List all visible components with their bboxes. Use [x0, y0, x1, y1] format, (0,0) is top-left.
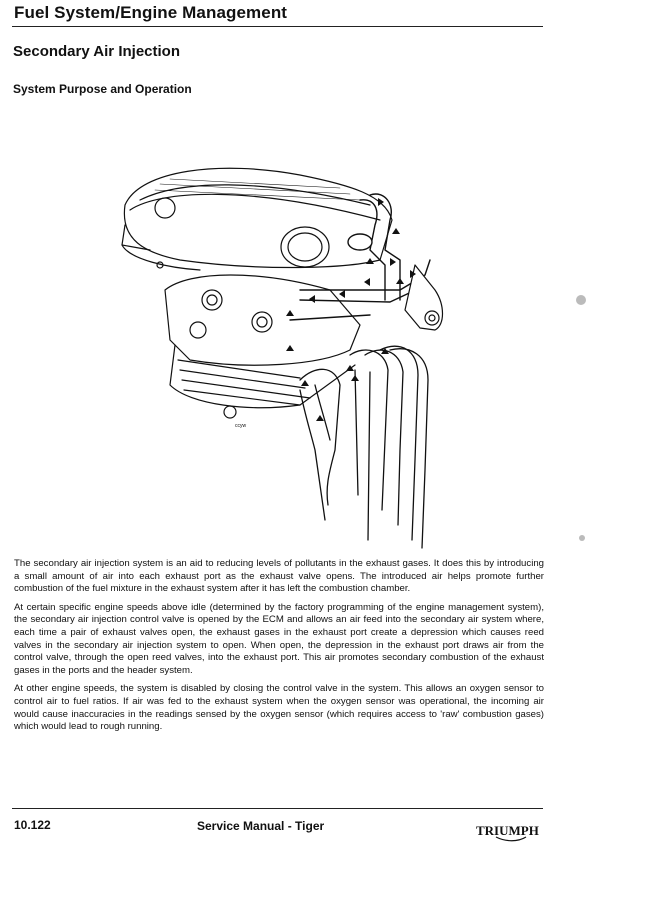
cylinder-head: [165, 275, 360, 418]
paragraph-1: The secondary air injection system is an aid to reducing levels of pollutants in the exhaust gases. It does this by introducing a small amount of air into each exhaust port as the exhaust valve opens. The introduced air helps promote further combustion of the fuel mixture in the exhaust system after it has left the combustion chamber.: [14, 558, 544, 595]
subsection-title: System Purpose and Operation: [13, 82, 192, 96]
section-title: Secondary Air Injection: [13, 43, 180, 60]
manual-title: Service Manual - Tiger: [197, 819, 325, 833]
throttle-body: [281, 227, 329, 267]
secondary-air-injection-diagram: [100, 150, 470, 550]
exhaust-headers: [300, 346, 428, 548]
header-divider: [12, 26, 543, 27]
paragraph-3: At other engine speeds, the system is disabled by closing the control valve in the system. This allows an oxygen sensor to control air to fuel ratios. If air was fed to the exhaust system when the oxygen sensor was operational, the incoming air would cause inaccuracies in the readings sensed by the oxygen sensor (which requires access to 'raw' combustion gases) which would lead to rough running.: [14, 683, 544, 733]
scan-speck: [576, 295, 586, 305]
figure-code: ccyw: [235, 423, 247, 429]
page-number: 10.122: [14, 818, 51, 832]
footer-divider: [12, 808, 543, 809]
body-text: [14, 558, 544, 740]
paragraph-2: At certain specific engine speeds above idle (determined by the factory programming of the engine management system), the secondary air injection control valve is opened by the ECM and allows an air feed into the secondary air system where, each time a pair of exhaust valves open, the exhaust gases in the exhaust port create a depression which causes reed valves in the secondary air injection system to open. When open, the depression in the exhaust port draws air from the control valve, through the open reed valves, into the exhaust port. This air promotes secondary combustion of the exhaust gases in the ports and the header system.: [14, 601, 544, 676]
triumph-logo: [474, 819, 544, 845]
chapter-title: Fuel System/Engine Management: [14, 3, 288, 22]
airbox: [122, 168, 392, 270]
scan-speck: [579, 535, 585, 541]
brand-wordmark: TRIUMPH: [476, 823, 539, 838]
engine-illustration: [100, 150, 470, 550]
